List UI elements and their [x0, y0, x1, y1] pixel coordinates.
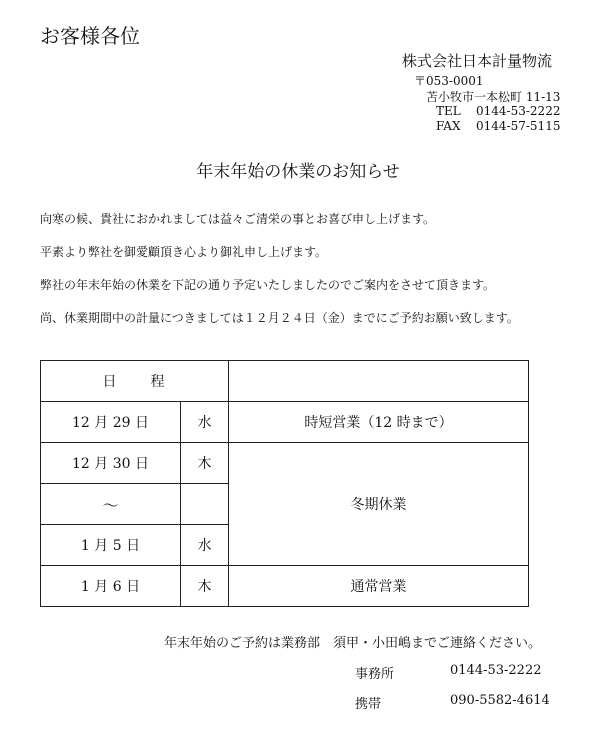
schedule-weekday: 水 — [181, 525, 229, 566]
contact-label-mobile: 携帯 — [355, 697, 382, 712]
schedule-table — [40, 360, 529, 607]
schedule-date: 12 月 29 日 — [41, 402, 181, 443]
schedule-date: 1 月 6 日 — [41, 566, 181, 607]
sender-postal-code: 〒053-0001 — [414, 74, 484, 88]
contact-number-mobile: 090-5582-4614 — [450, 693, 550, 708]
schedule-row — [41, 566, 529, 607]
body-paragraph: 平素より弊社を御愛顧頂き心より御礼申し上げます。 — [40, 245, 328, 259]
tel-label: TEL — [436, 104, 461, 118]
fax-label: FAX — [436, 119, 461, 133]
document-title: 年末年始の休業のお知らせ — [196, 162, 400, 182]
addressee: お客様各位 — [40, 24, 140, 48]
body-paragraph: 向寒の候、貴社におかれましては益々ご清栄の事とお喜び申し上げます。 — [40, 212, 436, 226]
schedule-header: 日 程 — [41, 361, 229, 402]
schedule-weekday: 木 — [181, 566, 229, 607]
schedule-weekday — [181, 484, 229, 525]
tel-number: 0144-53-2222 — [476, 104, 561, 118]
fax-number: 0144-57-5115 — [476, 119, 561, 133]
footer-note: 年末年始のご予約は業務部 須甲・小田嶋までご連絡ください。 — [164, 636, 542, 651]
schedule-date: 12 月 30 日 — [41, 443, 181, 484]
schedule-status: 通常営業 — [229, 566, 529, 607]
schedule-header-blank — [229, 361, 529, 402]
schedule-row — [41, 402, 529, 443]
sender-company: 株式会社日本計量物流 — [402, 52, 553, 70]
body-paragraph: 尚、休業期間中の計量につきましては１２月２４日（金）までにご予約お願い致します。 — [40, 311, 519, 325]
contact-label-office: 事務所 — [355, 667, 395, 682]
sender-tel — [436, 104, 560, 118]
sender-fax — [436, 119, 560, 133]
schedule-weekday: 水 — [181, 402, 229, 443]
schedule-range-mark: ～ — [41, 484, 181, 525]
schedule-status: 時短営業（12 時まで） — [229, 402, 529, 443]
schedule-status: 冬期休業 — [229, 443, 529, 566]
schedule-date: 1 月 5 日 — [41, 525, 181, 566]
schedule-row — [41, 443, 529, 484]
schedule-header-row — [41, 361, 529, 402]
body-paragraph: 弊社の年末年始の休業を下記の通り予定いたしましたのでご案内をさせて頂きます。 — [40, 278, 496, 292]
schedule-weekday: 木 — [181, 443, 229, 484]
contact-number-office: 0144-53-2222 — [450, 663, 542, 678]
sender-address: 苫小牧市一本松町 11-13 — [426, 90, 561, 104]
